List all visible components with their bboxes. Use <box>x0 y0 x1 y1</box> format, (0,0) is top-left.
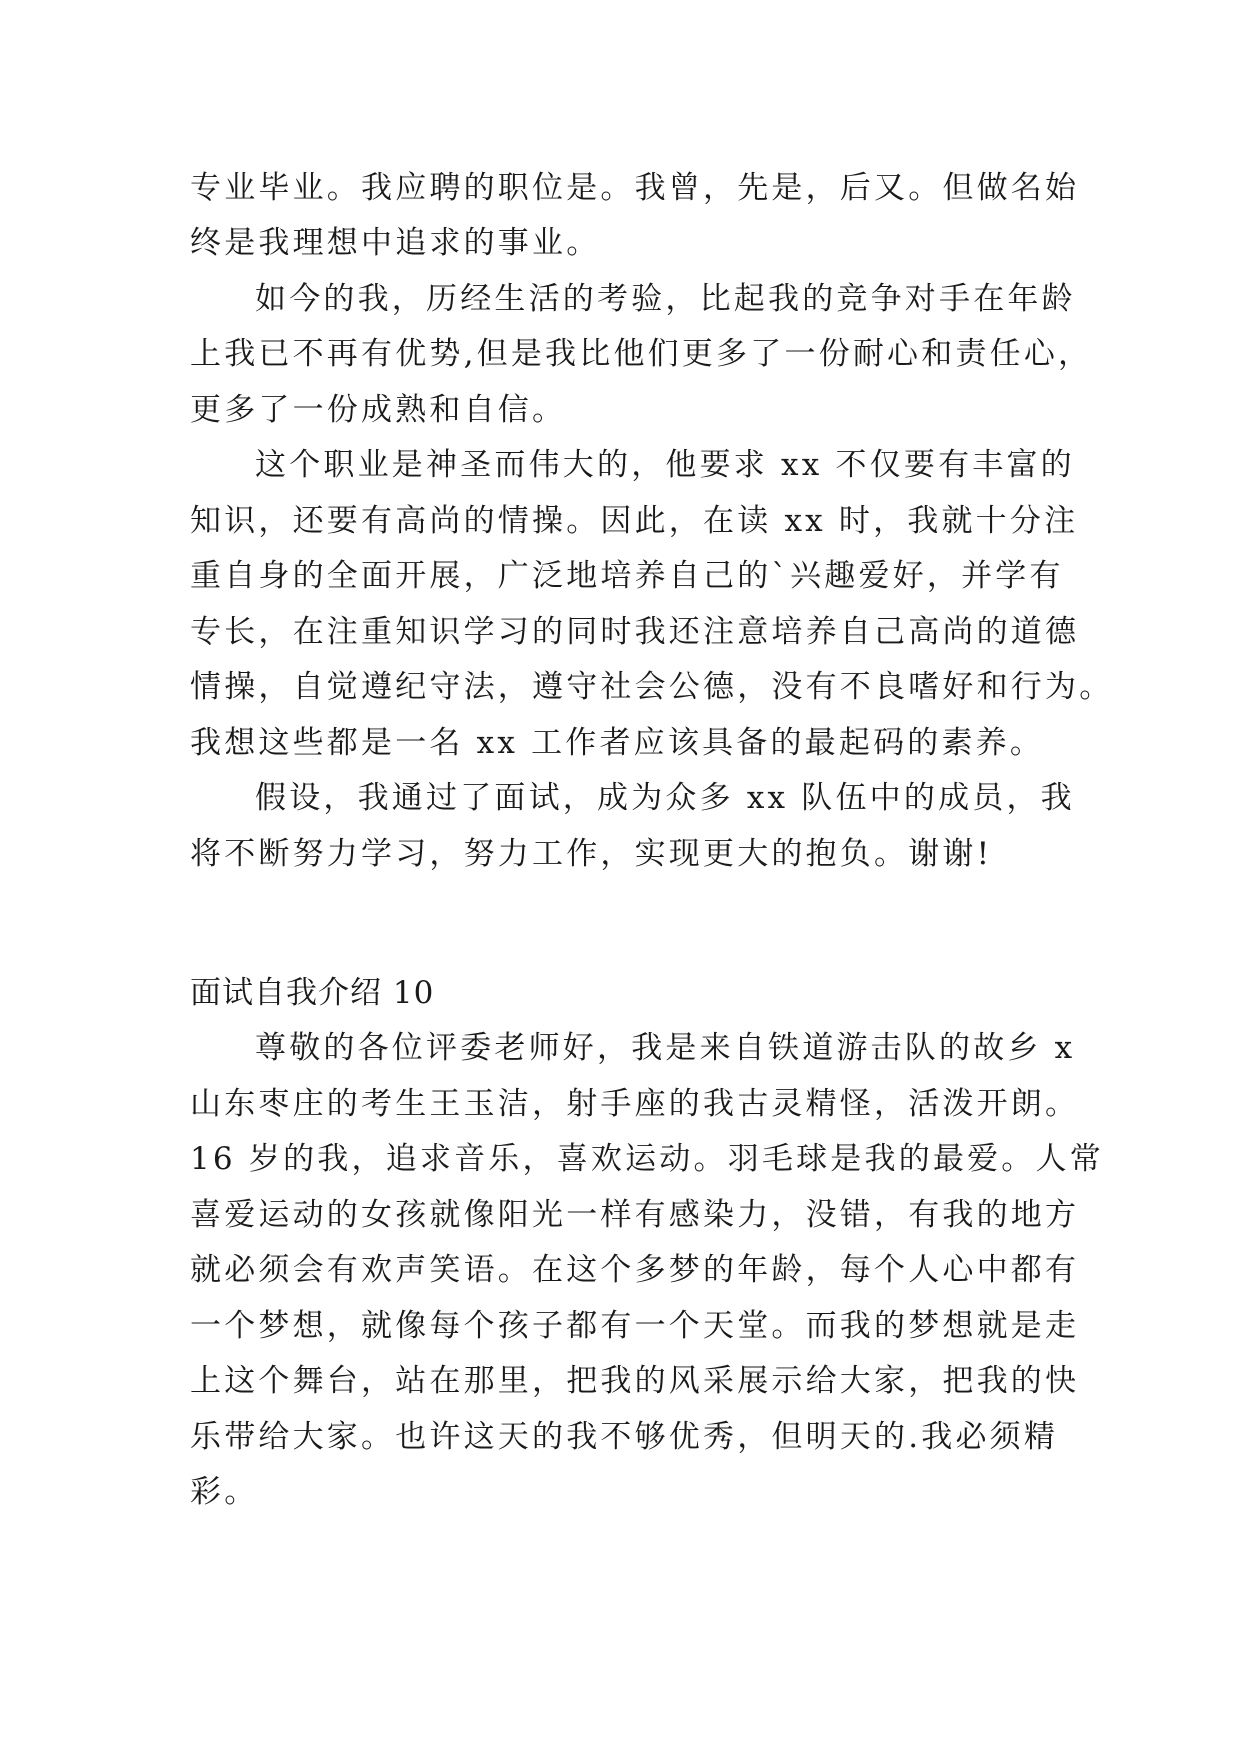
paragraph-line: 如今的我，历经生活的考验，比起我的竞争对手在年龄 <box>255 281 1076 317</box>
paragraph-line: 我想这些都是一名 xx 工作者应该具备的最起码的素养。 <box>190 725 1045 761</box>
paragraph-line: 情操，自觉遵纪守法，遵守社会公德，没有不良嗜好和行为。 <box>190 669 1114 705</box>
paragraph-line: 一个梦想，就像每个孩子都有一个天堂。而我的梦想就是走 <box>190 1308 1080 1344</box>
paragraph-line: 专长，在注重知识学习的同时我还注意培养自己高尚的道德 <box>190 614 1080 650</box>
paragraph-line: 山东枣庄的考生王玉洁，射手座的我古灵精怪，活泼开朗。 <box>190 1086 1080 1122</box>
section-heading: 面试自我介绍 10 <box>190 975 435 1011</box>
paragraph-line: 喜爱运动的女孩就像阳光一样有感染力，没错，有我的地方 <box>190 1197 1080 1233</box>
paragraph-line: 知识，还要有高尚的情操。因此，在读 xx 时，我就十分注 <box>190 503 1079 539</box>
paragraph-line: 彩。 <box>190 1474 259 1510</box>
paragraph-line: 终是我理想中追求的事业。 <box>190 225 601 261</box>
paragraph-line: 重自身的全面开展，广泛地培养自己的`兴趣爱好，并学有 <box>190 558 1064 594</box>
paragraph-line: 更多了一份成熟和自信。 <box>190 392 567 428</box>
paragraph-line: 假设，我通过了面试，成为众多 xx 队伍中的成员，我 <box>255 780 1075 816</box>
paragraph-line: 这个职业是神圣而伟大的，他要求 xx 不仅要有丰富的 <box>255 447 1075 483</box>
paragraph-line: 专业毕业。我应聘的职位是。我曾，先是，后又。但做名始 <box>190 170 1080 206</box>
paragraph-line: 将不断努力学习，努力工作，实现更大的抱负。谢谢! <box>190 836 993 872</box>
paragraph-line: 就必须会有欢声笑语。在这个多梦的年龄，每个人心中都有 <box>190 1252 1080 1288</box>
paragraph-line: 尊敬的各位评委老师好，我是来自铁道游击队的故乡 x <box>255 1030 1076 1066</box>
paragraph-line: 乐带给大家。也许这天的我不够优秀，但明天的.我必须精 <box>190 1419 1059 1455</box>
paragraph-line: 16 岁的我，追求音乐，喜欢运动。羽毛球是我的最爱。人常 <box>190 1141 1104 1177</box>
paragraph-line: 上这个舞台，站在那里，把我的风采展示给大家，把我的快 <box>190 1363 1080 1399</box>
paragraph-line: 上我已不再有优势,但是我比他们更多了一份耐心和责任心， <box>190 336 1093 372</box>
